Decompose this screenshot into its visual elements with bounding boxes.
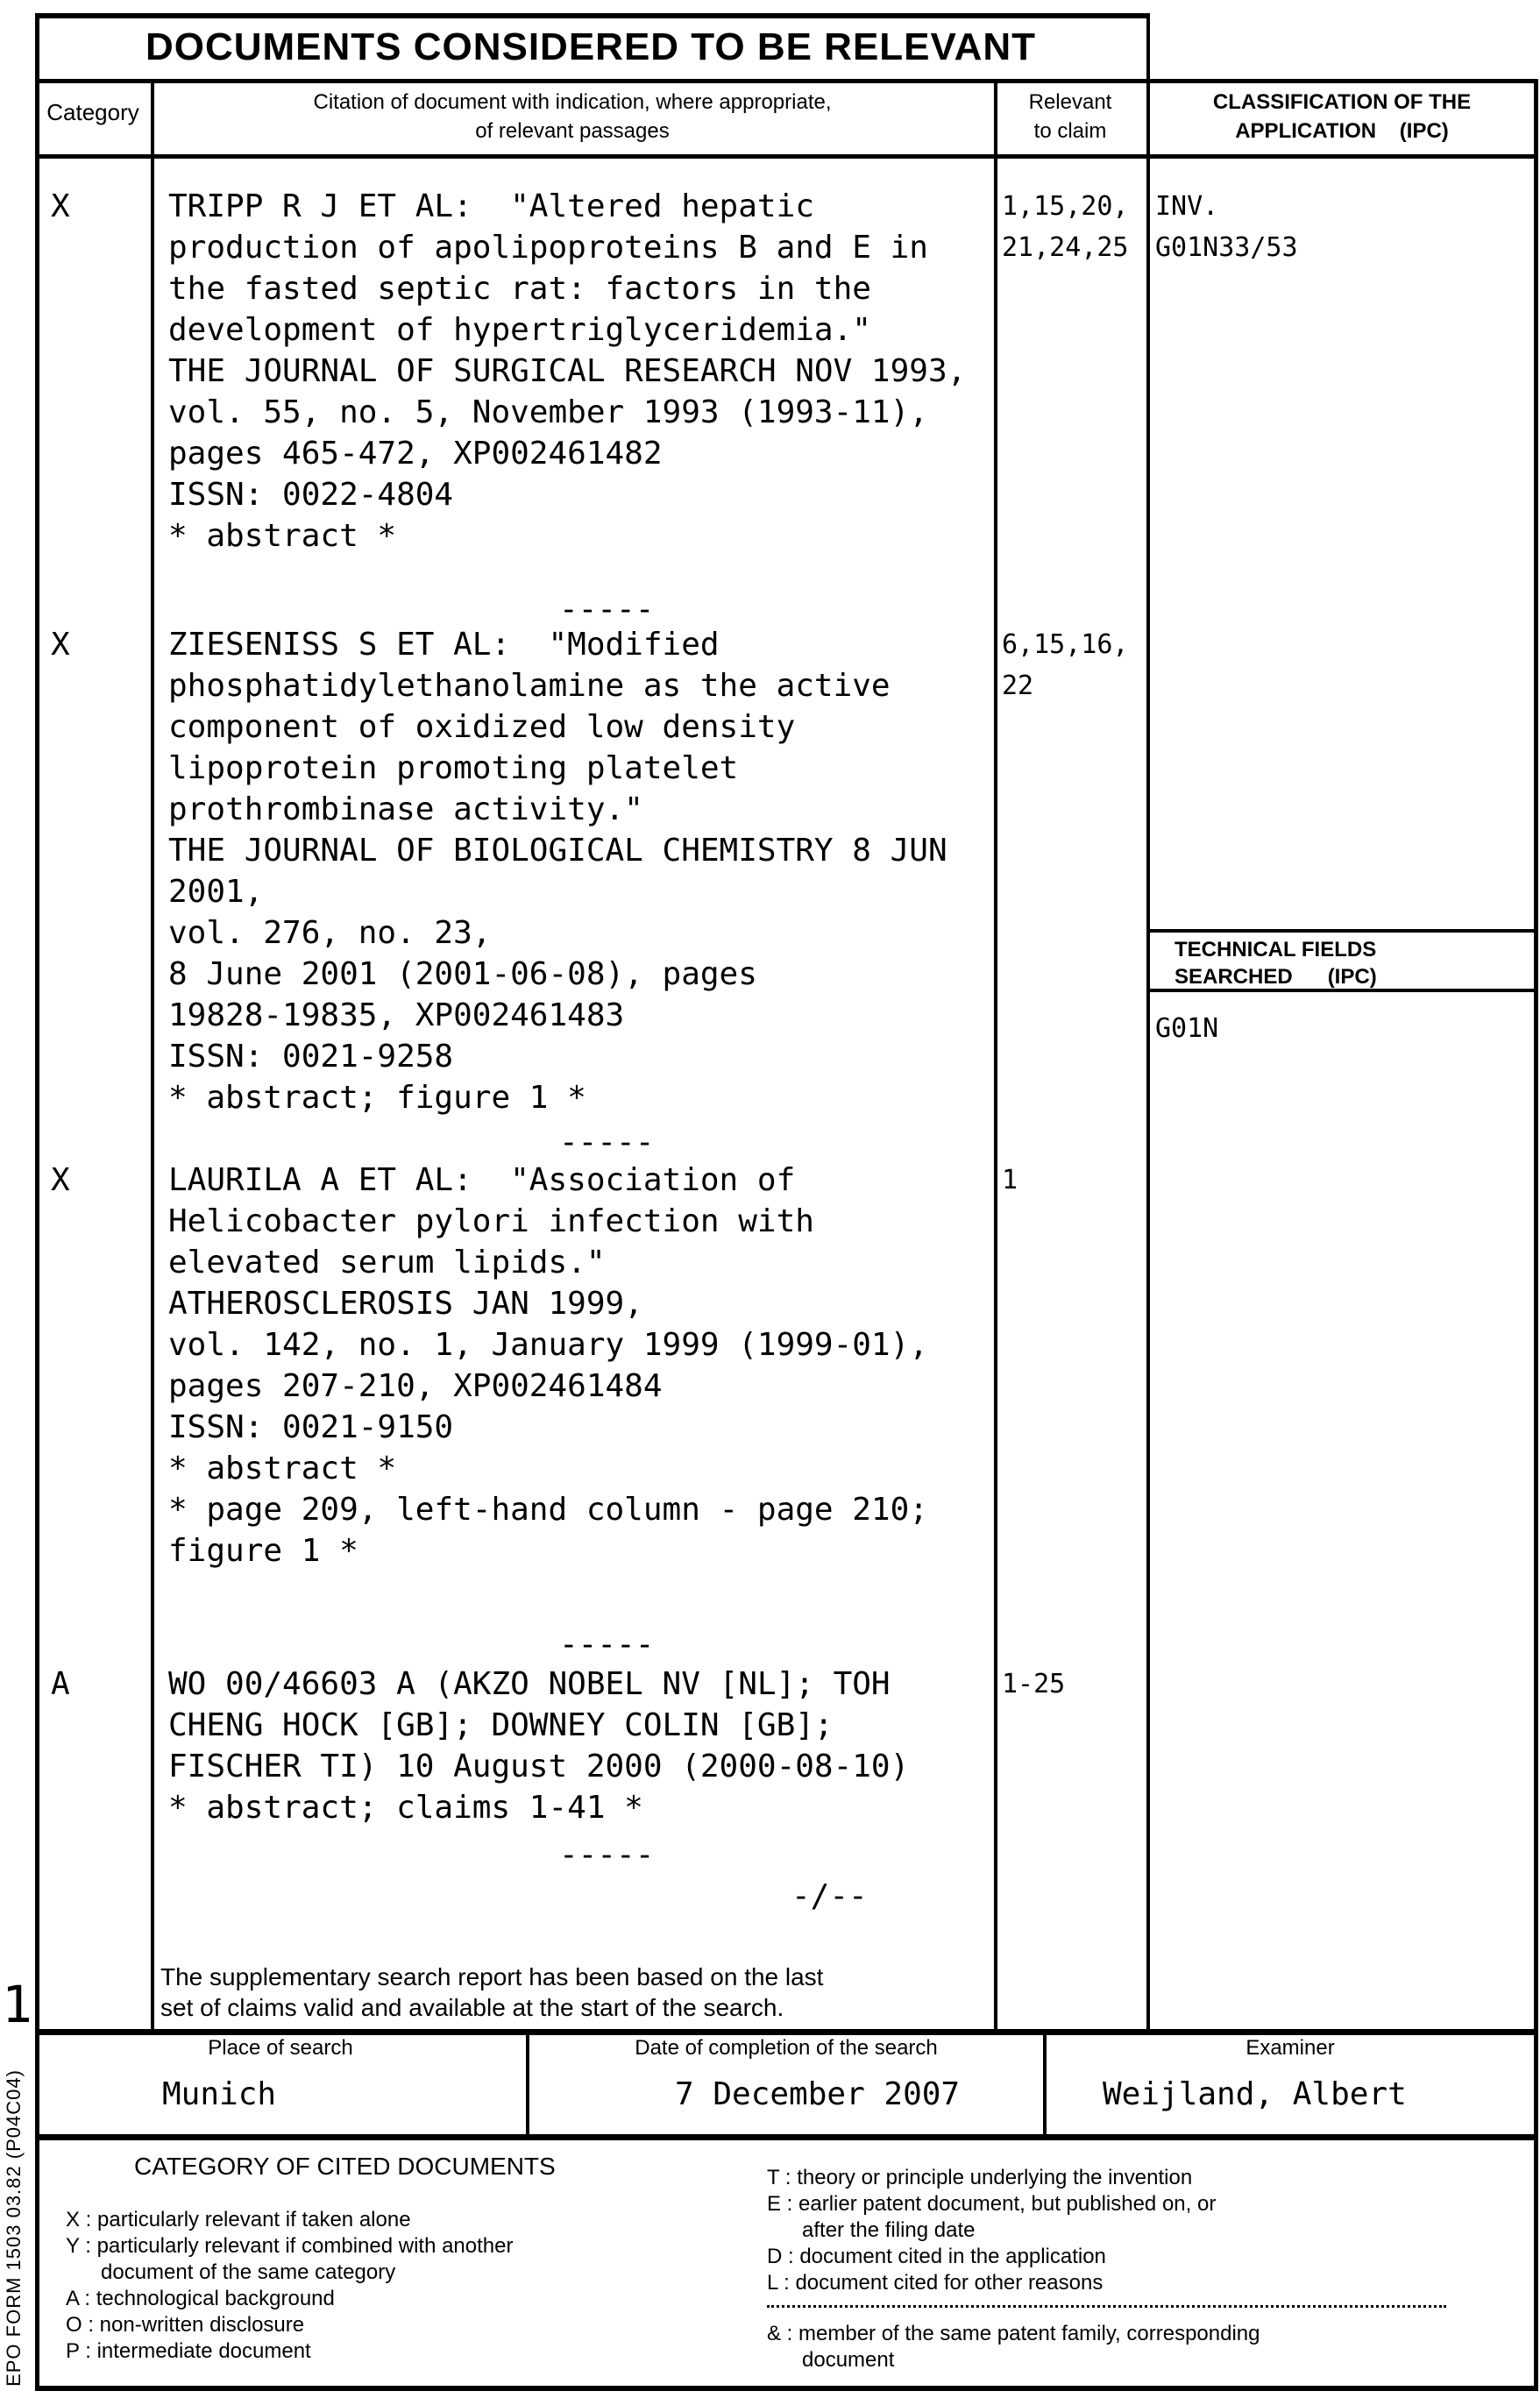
- date-of-completion-value: 7 December 2007: [675, 2076, 961, 2112]
- category-divider: [151, 79, 154, 2029]
- legend-bottom-border: [35, 2386, 1538, 2391]
- right-border: [1534, 79, 1538, 2391]
- citation-separator: -----: [559, 1627, 655, 1663]
- legend-left-items: X : particularly relevant if taken alone Y : particularly relevant if combined with another document of the same category A : technological background O : non-written disclosure P : intermediate document: [66, 2208, 514, 2363]
- classification-ipc-value: INV. G01N33/53: [1155, 191, 1298, 263]
- header-citation: Citation of document with indication, where appropriate, of relevant passages: [313, 90, 832, 143]
- header-category: Category: [46, 99, 139, 125]
- continuation-marker: -/--: [791, 1878, 868, 1914]
- row-citation: TRIPP R J ET AL: "Altered hepatic production of apolipoproteins B and E in the fasted septic rat: factors in the development of hypertriglyceridemia." THE JOURNAL OF SURGICAL RESEARCH NOV 1993, vol. 55, no. 5, November 1993 (1993-11), pages 465-472, XP002461482 ISSN: 0022-4804 * abstract *: [168, 188, 967, 554]
- examiner-label: Examiner: [1245, 2036, 1335, 2060]
- row-claims: 1-25: [1002, 1669, 1066, 1699]
- technical-fields-value: G01N: [1155, 1013, 1219, 1044]
- row-citation: WO 00/46603 A (AKZO NOBEL NV [NL]; TOH CHENG HOCK [GB]; DOWNEY COLIN [GB]; FISCHER TI) 10 August 2000 (2000-08-10) * abstract; claims 1-41 *: [168, 1666, 910, 1826]
- citation-separator: -----: [559, 1837, 655, 1873]
- header-top-border: [35, 79, 1538, 83]
- legend-title: CATEGORY OF CITED DOCUMENTS: [134, 2153, 556, 2180]
- header-relevant-to-claim: Relevant to claim: [1028, 90, 1112, 143]
- place-of-search-label: Place of search: [208, 2036, 353, 2060]
- place-of-search-value: Munich: [162, 2076, 277, 2112]
- supplementary-search-note: The supplementary search report has been based on the last set of claims valid and available at the start of the search.: [160, 1963, 824, 2021]
- page-number: 1: [2, 1975, 32, 2034]
- classification-divider: [1146, 13, 1150, 2029]
- legend-dotted-separator: [767, 2305, 1446, 2308]
- technical-fields-label: TECHNICAL FIELDS SEARCHED (IPC): [1175, 938, 1377, 989]
- body-bottom-border: [35, 2029, 1538, 2035]
- row-claims: 1,15,20, 21,24,25: [1002, 191, 1129, 263]
- row-citation: LAURILA A ET AL: "Association of Helicobacter pylori infection with elevated serum lipids." ATHEROSCLEROSIS JAN 1999, vol. 142, no. 1, January 1999 (1999-01), pages 207-210, XP002461484 ISSN: 0021-9150 * abstract * * page 209, left-hand column - page 210; figure 1 *: [168, 1162, 928, 1569]
- citation-separator: -----: [559, 592, 655, 628]
- header-bottom-border: [35, 154, 1538, 159]
- citation-separator: -----: [559, 1125, 655, 1160]
- claims-divider: [994, 79, 997, 2029]
- footer-bottom-border: [35, 2134, 1538, 2140]
- legend-right-items: T : theory or principle underlying the invention E : earlier patent document, but published on, or after the filing date D : document cited in the application L : document cited for other reasons: [767, 2166, 1217, 2295]
- row-category: X: [51, 1162, 70, 1198]
- epo-form-code: EPO FORM 1503 03.82 (P04C04): [3, 2069, 25, 2387]
- row-category: X: [51, 188, 70, 224]
- header-classification: CLASSIFICATION OF THE APPLICATION (IPC): [1212, 90, 1472, 143]
- technical-fields-top-border: [1146, 929, 1538, 933]
- legend-patent-family-item: & : member of the same patent family, corresponding document: [767, 2322, 1260, 2372]
- date-of-completion-label: Date of completion of the search: [635, 2036, 938, 2060]
- report-title: DOCUMENTS CONSIDERED TO BE RELEVANT: [145, 25, 1037, 68]
- row-category: A: [51, 1666, 70, 1702]
- row-category: X: [51, 627, 70, 663]
- examiner-value: Weijland, Albert: [1103, 2076, 1407, 2112]
- row-claims: 1: [1002, 1165, 1018, 1195]
- row-citation: ZIESENISS S ET AL: "Modified phosphatidylethanolamine as the active component of oxidized low density lipoprotein promoting platelet prothrombinase activity." THE JOURNAL OF BIOLOGICAL CHEMISTRY 8 JUN 2001, vol. 276, no. 23, 8 June 2001 (2001-06-08), pages 19828-19835, XP002461483 ISSN: 0021-9258 * abstract; figure 1 *: [168, 627, 947, 1116]
- row-claims: 6,15,16, 22: [1002, 629, 1129, 701]
